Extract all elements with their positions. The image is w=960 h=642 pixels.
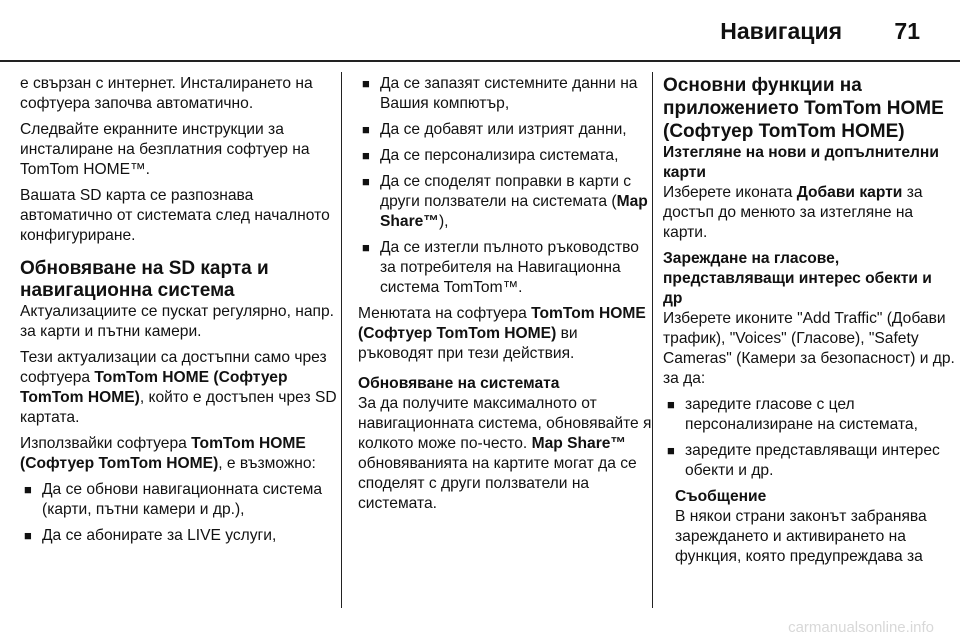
- product-name: Map Share™: [380, 193, 648, 230]
- paragraph: Актуализациите се пускат регулярно, напр. за карти и пътни камери.: [20, 303, 334, 340]
- product-name: TomTom HOME (Софтуер TomTom HOME): [358, 305, 646, 342]
- note-block: [663, 487, 955, 567]
- column-divider-1: [341, 72, 342, 608]
- note-text: В някои страни законът забранява зареждането и активирането на функция, която предупреждава за: [675, 508, 927, 565]
- text: ),: [438, 213, 449, 230]
- column-right: [663, 74, 955, 567]
- product-name: TomTom HOME (Софтуер TomTom HOME): [20, 435, 306, 472]
- bullet-list: [358, 74, 654, 298]
- paragraph: [358, 394, 654, 514]
- text: ви ръководят при тези действия.: [358, 325, 578, 362]
- header-title: Навигация: [720, 18, 842, 44]
- text: Менютата на софтуера: [358, 305, 532, 322]
- paragraph: Изберете иконите "Add Traffic" (Добави трафик), "Voices" (Гласове), "Safety Cameras" (Камери за безопасност) и др. за да:: [663, 310, 955, 387]
- text: , който е достъпен чрез SD картата.: [20, 389, 337, 426]
- list-item: ■ заредите представляващи интерес обекти и др.: [663, 441, 955, 481]
- text: , е възможно:: [218, 455, 316, 472]
- header-rule: [0, 60, 960, 62]
- column-middle: [358, 74, 654, 520]
- paragraph: [20, 348, 338, 428]
- watermark: carmanualsonline.info: [788, 619, 934, 636]
- text: обновяванията на картите могат да се споделят с други ползватели на системата.: [358, 455, 637, 512]
- note-title: Съобщение: [675, 488, 767, 505]
- paragraph: [20, 434, 338, 474]
- text: Тези актуализации са достъпни само чрез софтуера: [20, 349, 327, 386]
- subsection-heading: Обновяване на системата: [358, 375, 560, 392]
- bullet-list: [663, 395, 955, 481]
- list-item: ■ Да се абонирате за LIVE услуги,: [20, 526, 338, 546]
- paragraph: Следвайте екранните инструкции за инсталиране на безплатния софтуер на TomTom HOME™.: [20, 121, 310, 178]
- text: Да се споделят поправки в карти с други ползватели на системата (: [380, 173, 632, 210]
- icon-name: Добави карти: [796, 184, 903, 201]
- paragraph: е свързан с интернет. Инсталирането на софтуера започва автоматично.: [20, 75, 313, 112]
- section-heading: Обновяване на SD карта и навигационна система: [20, 258, 269, 301]
- page-number: 71: [894, 18, 920, 44]
- paragraph: [358, 304, 654, 364]
- subsection-heading: Зареждане на гласове, представляващи интерес обекти и др: [663, 250, 932, 307]
- subsection-heading: Изтегляне на нови и допълнителни карти: [663, 144, 939, 181]
- section-heading: Основни функции на приложението TomTom HOME (Софтуер TomTom HOME): [663, 75, 944, 142]
- text: Използвайки софтуера: [20, 435, 192, 452]
- product-name: Map Share™: [531, 435, 627, 452]
- list-item: ■ Да се запазят системните данни на Вашия компютър,: [358, 74, 654, 114]
- bullet-list: [20, 480, 338, 546]
- list-item: [358, 172, 654, 232]
- text: За да получите максималното от навигационната система, обновявайте я колкото може по-често.: [358, 395, 652, 452]
- list-item: ■ Да се обнови навигационната система (карти, пътни камери и др.),: [20, 480, 338, 520]
- paragraph: [663, 183, 955, 243]
- product-name: TomTom HOME (Софтуер TomTom HOME): [20, 369, 288, 406]
- paragraph: Вашата SD карта се разпознава автоматично от системата след началното конфигуриране.: [20, 187, 330, 244]
- list-item: ■ Да се добавят или изтрият данни,: [358, 120, 654, 140]
- column-left: [20, 74, 338, 552]
- text: за достъп до менюто за изтегляне на карти.: [663, 184, 923, 241]
- list-item: ■ Да се персонализира системата,: [358, 146, 654, 166]
- list-item: ■ Да се изтегли пълното ръководство за потребителя на Навигационна система TomTom™.: [358, 238, 654, 298]
- text: Изберете иконата: [663, 184, 797, 201]
- list-item: ■ заредите гласове с цел персонализиране на системата,: [663, 395, 955, 435]
